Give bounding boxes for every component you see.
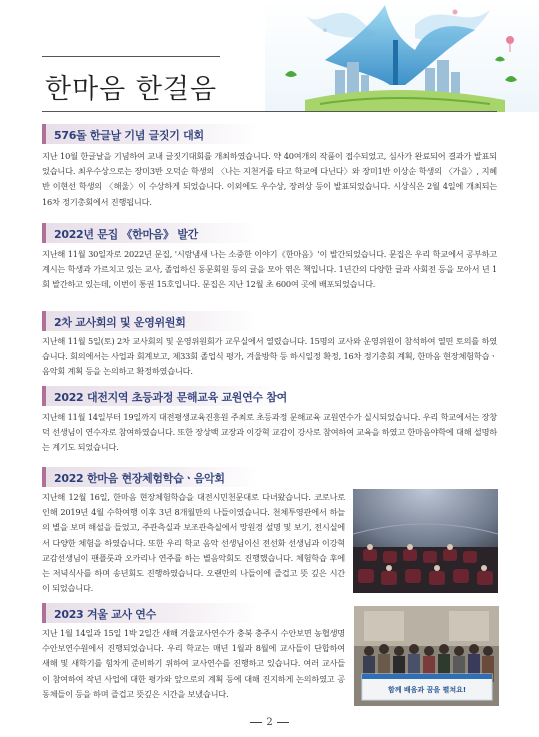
section-heading-text: 2022년 문집 《한마음》 발간 [54,228,199,241]
section-body-hangul-day: 지난 10월 한글날을 기념하여 교내 글짓기대회를 개최하였습니다. 약 40여개의 작품이 접수되었고, 심사가 완료되어 결과가 발표되었습니다. 최우수상으로는 장미3반 오덕순 학생의 〈나는 지천거를 타고 학교에 다닌다〉와 장미1반 이상순 학생의 〈가을〉, 지혜반 이현선 학생의 〈해울〉이 수상하게 되었습니다. 이외에도 우수상, 장려상 등이 발표되었습니다. 시상식은 2월 4일에 개최되는 16차 정기총회에서 진행됩니다. [42,151,497,207]
section-heading-field-trip [42,467,258,487]
section-heading-text: 576돌 한글날 기념 글짓기 대회 [54,129,204,142]
section-heading-literacy-training [42,386,287,406]
header-top-rule [42,56,220,57]
section-heading-teacher-meeting [42,311,258,331]
section-body-field-trip: 지난해 12월 16일, 한마음 현장체험학습을 대전시민천문대로 다녀왔습니다. 코로나로 인해 2019년 4월 수학여행 이후 3년 8개월만의 나들이였습니다. 천체투영관에서 하늘의 별을 보며 해설을 들었고, 주관측실과 보조관측실에서 망원경 설명 및 보기, 전시실에서 다양한 체험을 하였습니다. 또한 우리 학교 음악 선생님이신 전선화 선생님과 이강혁 교감선생님이 팬플룻과 오카리나 연주를 하는 별음악회도 진행했습니다. 체험학습 후에는 저녁식사를 하며 송년회도 진행하였습니다. 오랜만의 나들이에 즐겁고 뜻 깊은 시간이 되었습니다. [42,492,345,594]
section-heading-text: 2차 교사회의 및 운영위원회 [54,316,186,329]
group-photo [354,606,499,706]
section-heading-text: 2022 대전지역 초등과정 문해교육 교원연수 참여 [54,391,287,404]
section-body-anthology: 지난해 11월 30일자로 2022년 문집, '시람냄새 나는 소중한 이야기《한마음》'이 발간되었습니다. 문집은 우리 학교에서 공부하고 계시는 학생과 가르치고 있는 교사, 졸업하신 동문회원 등의 글을 모아 엮은 책입니다. 1년간의 다양한 글과 사회전 등을 모아서 년 1회 발간하고 있는데, 이번이 통권 15호입니다. 문집은 지난 12월 초 600여 곳에 배포되었습니다. [42,249,497,290]
section-body-winter-training: 지난 1월 14일과 15일 1박 2일간 새해 겨울교사연수가 충북 충주시 수안보면 농협생명수안보연수원에서 진행되었습니다. 우리 학교는 매년 1월과 8월에 교사들이 단합하여 새해 및 새학기를 힘차게 준비하기 위하여 교사연수를 진행하고 있습니다. 여러 교사들이 참여하여 작년 사업에 대한 평가와 앞으로의 계획 등에 대해 진지하게 논의하였고 공동체들이 등을 하며 즐겁고 뜻깊은 시간을 보냈습니다. [42,628,345,699]
page-number: 2 [0,717,539,728]
section-heading-text: 2022 한마음 현장체험학습ㆍ음악회 [54,472,225,485]
header-illustration [265,0,539,112]
planetarium-photo [353,489,498,593]
section-body-literacy-training: 지난해 11월 14일부터 19일까지 대전평생교육진흥원 주최로 초등과정 문해교육 교원연수가 실시되었습니다. 우리 학교에서는 장창덕 선생님이 연수자로 참여하였습니다. 또한 장상백 교장과 이강혁 교감이 강사로 참여하여 교육을 하였고 한마음야학에 대해 설명하는 계기도 되었습니다. [42,412,497,453]
banner-text: 함께 배움과 꿈을 펼쳐요! [387,686,467,694]
header-bottom-rule [42,111,497,112]
page-title: 한마음 한걸음 [45,74,218,105]
section-heading-winter-training [42,603,258,623]
section-body-teacher-meeting: 지난해 11월 5일(토) 2차 교사회의 및 운영위원회가 교무실에서 열렸습니다. 15명의 교사와 운영위원이 참석하여 열띤 토의를 하였습니다. 회의에서는 사업과 회계보고, 제33회 졸업식 평가, 겨울방학 등 하시일정 확정, 16차 정기총회 계획, 한마음 현장체험학습ㆍ음악회 계획 등을 논의하고 확정하였습니다. [42,336,497,377]
section-heading-hangul-day [42,124,258,144]
section-heading-anthology [42,223,258,243]
section-heading-text: 2023 겨울 교사 연수 [54,608,156,621]
